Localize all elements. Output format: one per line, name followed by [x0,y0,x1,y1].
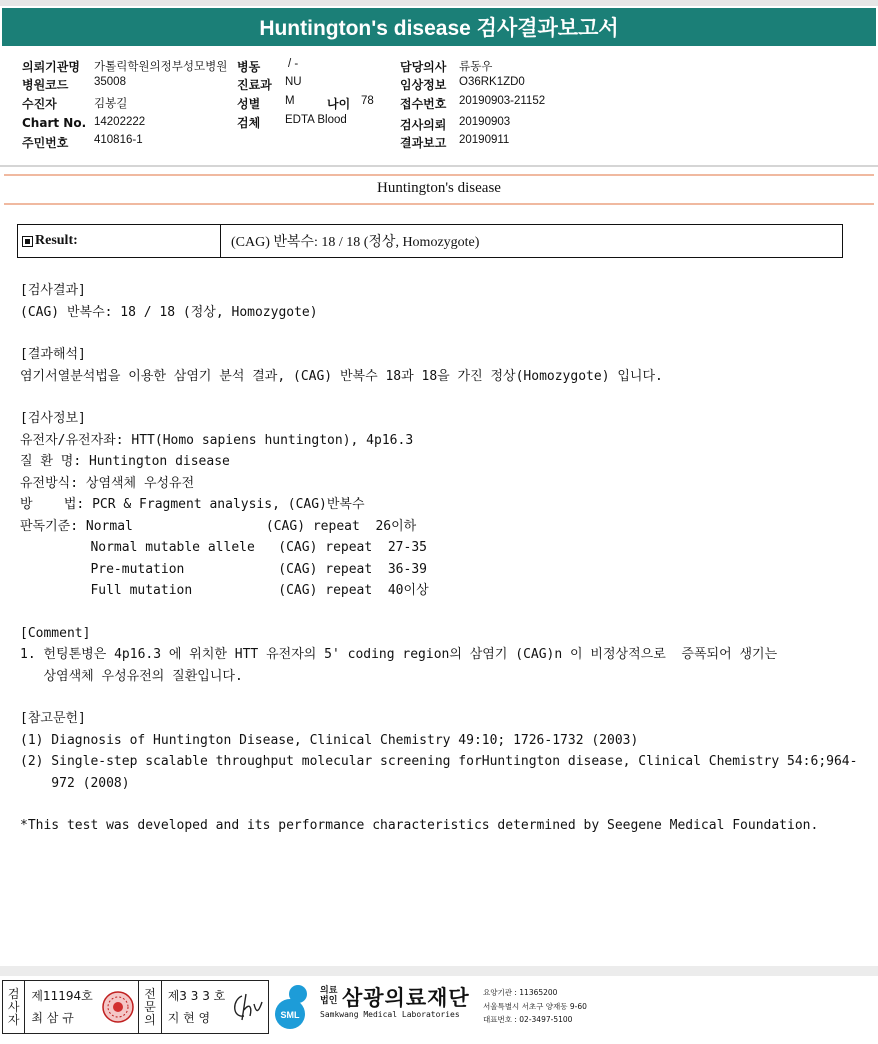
value-institution: 가톨릭학원의정부성모병원 [94,61,228,73]
report-line: 염기서열분석법을 이용한 삼염기 분석 결과, (CAG) 반복수 18과 18을 가진 정상(Homozygote) 입니다. [20,368,663,384]
value-request-date: 20190903 [459,116,511,128]
value-patient: 김봉길 [94,98,128,110]
result-label: Result: [35,233,78,248]
section-title: Huntington's disease [377,180,501,196]
report-line: 유전자/유전자좌: HTT(Homo sapiens huntington), 4p16.3 [20,432,414,448]
result-label-cell [18,225,221,257]
reviewer-info [162,981,228,1033]
report-line: [Comment] [20,625,91,641]
report-line: [참고문헌] [20,711,86,726]
label-age: 나이 [327,97,351,111]
label-hospital-code: 병원코드 [22,78,69,92]
org-badge-line2: 법인 [320,996,338,1006]
org-logo-area [272,982,592,1032]
top-border [0,0,878,6]
label-report-date: 결과보고 [400,136,447,150]
org-contact-info [483,986,587,1027]
vertical-char: 자 [7,1012,20,1027]
reviewer-name: 지 현 영 [167,1011,211,1025]
checkbox-square-icon [22,236,33,247]
value-receipt-no: 20190903-21152 [459,95,546,107]
label-clinical-info: 임상정보 [400,78,447,92]
report-line: [검사정보] [20,411,86,426]
value-hospital-code: 35008 [94,76,126,88]
label-department: 진료과 [237,78,272,92]
report-line: *This test was developed and its performance characteristics determined by Seegene Medical Foundation. [20,818,819,833]
signature-icon [228,990,268,1024]
org-name: 삼광의료재단 [342,986,470,1010]
label-doctor: 담당의사 [400,60,447,74]
report-line: 상염색체 우성유전의 질환입니다. [20,668,243,684]
value-ward: / - [288,58,299,70]
report-line: [결과해석] [20,347,86,362]
value-report-date: 20190911 [459,134,510,146]
inspector-name: 최 삼 규 [31,1011,74,1025]
label-request-date: 검사의뢰 [400,118,447,132]
red-seal-icon [101,990,135,1024]
sml-logo-icon [272,982,316,1030]
report-body [20,280,860,837]
value-chart-no: 14202222 [94,116,146,128]
org-name-english: Samkwang Medical Laboratories [320,1010,460,1019]
report-title: Huntington's disease 검사결과보고서 [2,8,876,46]
inspector-license-no: 제11194호 [31,989,93,1003]
signature-box [2,980,269,1034]
value-department: NU [285,76,302,88]
result-box [17,224,843,258]
footer-divider [0,966,878,976]
value-age: 78 [361,95,374,107]
result-value: (CAG) 반복수: 18 / 18 (정상, Homozygote) [231,235,480,250]
header-divider [0,165,878,167]
reviewer-license-no: 제3 3 3 호 [167,989,226,1003]
report-line: Full mutation (CAG) repeat 40이상 [20,583,429,598]
label-ward: 병동 [237,60,261,74]
blank-line [20,387,860,408]
report-line: [검사결과] [20,283,86,298]
report-line: (CAG) 반복수: 18 / 18 (정상, Homozygote) [20,304,318,320]
report-line: 질 환 명: Huntington disease [20,454,230,469]
org-code: 요양기관 : 11365200 [483,988,558,997]
label-specimen: 검체 [237,116,261,130]
value-doctor: 류동우 [459,61,493,73]
section-divider-bottom [4,203,874,205]
reviewer-signature [228,981,268,1033]
label-patient: 수진자 [22,97,57,111]
vertical-char: 전 [144,986,156,1001]
report-line: 1. 헌팅톤병은 4p16.3 에 위치한 HTT 유전자의 5' coding region의 삼염기 (CAG)n 이 비정상적으로 증폭되어 생기는 [20,647,778,662]
report-line: 방 법: PCR & Fragment analysis, (CAG)반복수 [20,497,365,512]
vertical-char: 검 [7,986,20,1001]
label-sex: 성별 [237,97,261,111]
org-badge-line1: 의료 [320,986,338,996]
inspector-seal [98,981,139,1033]
label-receipt-no: 접수번호 [400,97,447,111]
blank-line [20,794,860,815]
vertical-char: 의 [144,1012,156,1027]
section-divider-top [4,174,874,176]
report-line: (2) Single-step scalable throughput molecular screening forHuntington disease, Clinical Chemistry 54:6;964- [20,754,858,769]
label-institution: 의뢰기관명 [22,60,80,74]
org-badge [320,986,337,1006]
blank-line [20,323,860,344]
blank-line [20,602,860,623]
reviewer-vertical-label [138,981,161,1033]
value-specimen: EDTA Blood [285,114,347,126]
label-chart-no: Chart No. [22,116,87,130]
report-line: 유전방식: 상염색체 우성유전 [20,475,195,491]
label-resident-no: 주민번호 [22,136,69,150]
report-line: 972 (2008) [20,775,130,791]
value-clinical-info: O36RK1ZD0 [459,76,525,88]
report-line: (1) Diagnosis of Huntington Disease, Clinical Chemistry 49:10; 1726-1732 (2003) [20,732,639,748]
inspector-info [25,981,97,1033]
value-resident-no: 410816-1 [94,134,143,146]
value-sex: M [285,95,295,107]
logo-text: SML [280,1010,300,1020]
report-line: 판독기준: Normal (CAG) repeat 26이하 [20,518,417,534]
report-line: Pre-mutation (CAG) repeat 36-39 [20,561,427,577]
org-phone: 대표번호 : 02-3497-5100 [483,1015,573,1024]
org-address: 서울특별시 서초구 양재동 9-60 [483,1001,587,1011]
vertical-char: 문 [144,999,156,1014]
header-info [0,56,878,166]
vertical-char: 사 [7,999,20,1014]
inspector-vertical-label [3,981,25,1033]
report-line: Normal mutable allele (CAG) repeat 27-35 [20,540,427,555]
blank-line [20,687,860,708]
